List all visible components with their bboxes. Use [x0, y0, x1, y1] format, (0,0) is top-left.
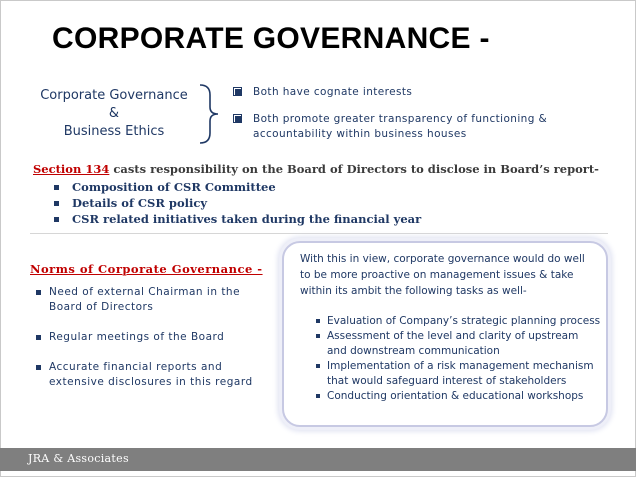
list-item-text: Implementation of a risk management mechanism that would safeguard interest of stakeholders	[327, 360, 594, 387]
list-item-text: Assessment of the level and clarity of upstream and downstream communication	[327, 330, 579, 357]
list-item	[316, 359, 601, 389]
square-bullet-icon	[36, 365, 41, 370]
list-item	[316, 329, 601, 359]
list-item	[233, 85, 603, 100]
footer-text: JRA & Associates	[28, 452, 129, 465]
square-bullet-icon	[54, 185, 59, 190]
checkbox-bullet-icon	[233, 87, 242, 96]
list-item	[233, 112, 603, 142]
norms-heading: Norms of Corporate Governance -	[30, 262, 263, 276]
divider	[30, 233, 608, 234]
square-bullet-icon	[316, 394, 320, 398]
cg-business-ethics-label	[30, 87, 198, 141]
list-item	[316, 389, 601, 404]
governance-tasks-callout	[282, 241, 608, 427]
square-bullet-icon	[316, 319, 320, 323]
square-bullet-icon	[316, 364, 320, 368]
cg-label-line3: Business Ethics	[63, 124, 165, 139]
square-bullet-icon	[316, 334, 320, 338]
list-item-text: CSR related initiatives taken during the financial year	[72, 212, 422, 226]
tasks-list	[316, 314, 601, 404]
footer-bar	[0, 448, 636, 471]
list-item-text: Need of external Chairman in the Board of Directors	[49, 286, 241, 313]
square-bullet-icon	[36, 335, 41, 340]
cognate-text: Both promote greater transparency of functioning & accountability within business houses	[253, 113, 548, 140]
list-item-text: Regular meetings of the Board	[49, 331, 225, 343]
list-item	[52, 179, 421, 195]
list-item	[52, 211, 421, 227]
norms-list	[36, 285, 261, 390]
list-item-text: Details of CSR policy	[72, 196, 208, 210]
list-item-text: Evaluation of Company’s strategic planning process	[327, 315, 601, 327]
checkbox-bullet-icon	[233, 114, 242, 123]
list-item	[36, 285, 261, 315]
right-brace-icon	[198, 83, 222, 145]
square-bullet-icon	[36, 290, 41, 295]
list-item-text: Composition of CSR Committee	[72, 180, 276, 194]
list-item-text: Accurate financial reports and extensive disclosures in this regard	[49, 361, 253, 388]
list-item-text: Conducting orientation & educational workshops	[327, 390, 584, 402]
slide-title: CORPORATE GOVERNANCE -	[52, 22, 490, 55]
list-item	[52, 195, 421, 211]
section-134-link: Section 134	[33, 162, 110, 176]
list-item	[316, 314, 601, 329]
cognate-list	[233, 85, 603, 142]
callout-intro: With this in view, corporate governance would do well to be more proactive on management issues & take within its ambit the following tasks as well-	[300, 253, 585, 297]
section-134-statement	[33, 162, 599, 176]
cg-label-line1: Corporate Governance	[40, 88, 188, 103]
square-bullet-icon	[54, 201, 59, 206]
list-item	[36, 360, 261, 390]
square-bullet-icon	[54, 217, 59, 222]
cg-label-line2: &	[108, 106, 120, 121]
cognate-text: Both have cognate interests	[253, 86, 413, 98]
list-item	[36, 330, 261, 345]
csr-disclosure-list	[52, 179, 421, 227]
section-134-text: casts responsibility on the Board of Directors to disclose in Board’s report-	[109, 162, 599, 176]
